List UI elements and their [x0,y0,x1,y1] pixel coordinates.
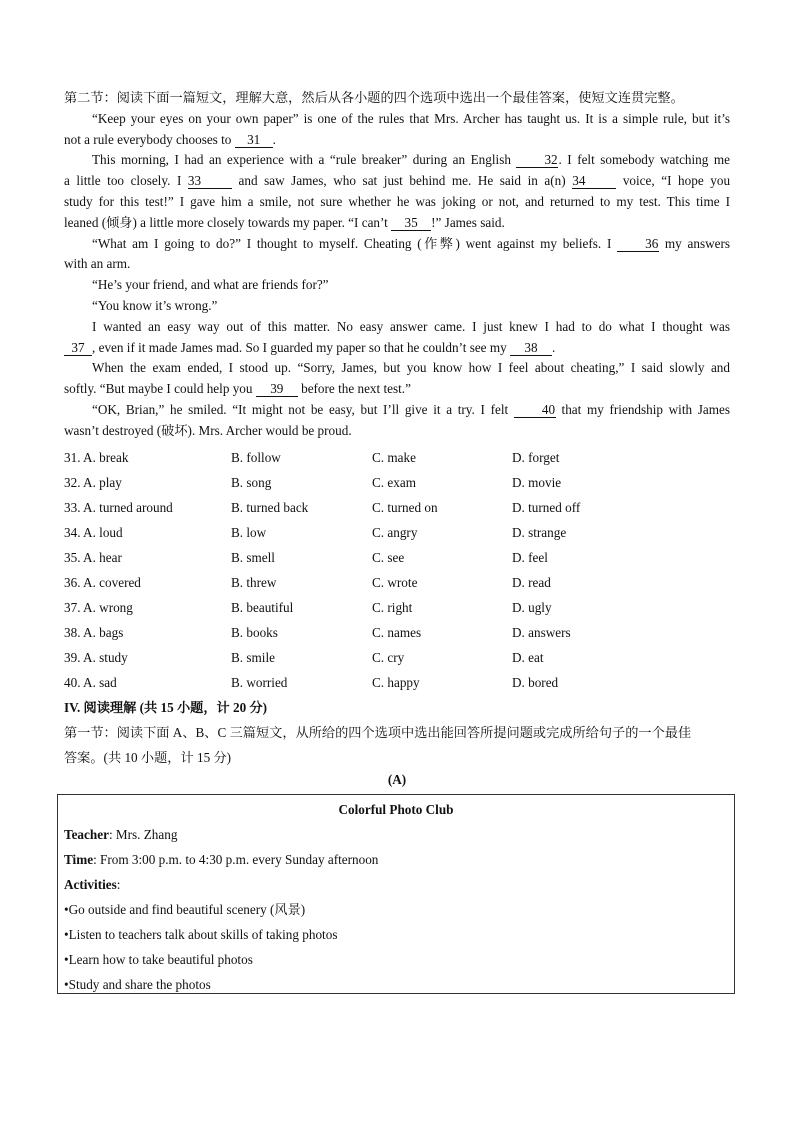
option-d[interactable]: D. eat [512,649,544,665]
option-row [64,595,730,620]
option-a[interactable]: 35. A. hear [64,549,122,565]
option-d[interactable]: D. bored [512,674,559,690]
option-d[interactable]: D. turned off [512,499,581,515]
activity-item: •Go outside and find beautiful scenery (风景) [64,902,306,917]
paragraph-line: This morning, I had an experience with a “rule breaker” during an English 32. I felt somebody watching me [92,152,730,168]
section-intro: 第二节：阅读下面一篇短文，理解大意，然后从各小题的四个选项中选出一个最佳答案，使短文连贯完整。 [64,90,684,105]
option-a[interactable]: 33. A. turned around [64,499,173,515]
option-a[interactable]: 36. A. covered [64,574,141,590]
option-c[interactable]: C. exam [372,474,416,490]
blank-40[interactable]: 40 [514,402,556,418]
option-a[interactable]: 40. A. sad [64,674,117,690]
option-c[interactable]: C. names [372,624,422,640]
option-b[interactable]: B. smell [231,549,275,565]
paragraph-line: softly. “But maybe I could help you 39 before the next test.” [64,381,411,397]
option-d[interactable]: D. forget [512,449,560,465]
blank-34[interactable]: 34 [572,173,616,189]
option-a[interactable]: 37. A. wrong [64,599,133,615]
blank-32[interactable]: 32 [516,152,558,168]
option-a[interactable]: 39. A. study [64,649,128,665]
paragraph-line: study for this test!” I gave him a smile, not sure whether he was joking or not, and returned to my test. This time I [64,193,730,209]
section-intro-line: 答案。(共 10 小题，计 15 分) [64,749,232,765]
option-b[interactable]: B. follow [231,449,281,465]
cloze-section [64,88,730,770]
option-row [64,670,730,695]
option-c[interactable]: C. cry [372,649,405,665]
paragraph-line: “What am I going to do?” I thought to myself. Cheating (作弊) went against my beliefs. I 36 my answers [92,235,730,251]
section-intro-line: 第一节：阅读下面 A、B、C 三篇短文，从所给的四个选项中选出能回答所提问题或完成所给句子的一个最佳 [64,724,692,740]
activity-item: •Listen to teachers talk about skills of taking photos [64,927,338,942]
blank-39[interactable]: 39 [256,381,298,397]
options-list [64,445,730,695]
option-b[interactable]: B. smile [231,649,275,665]
option-row [64,545,730,570]
option-row [64,570,730,595]
option-d[interactable]: D. movie [512,474,562,490]
option-a[interactable]: 34. A. loud [64,524,123,540]
option-row [64,445,730,470]
paragraph-line: “Keep your eyes on your own paper” is one of the rules that Mrs. Archer has taught us. It is a simple rule, but it’s [92,110,730,126]
paragraph-line: leaned (倾身) a little more closely towards my paper. “I can’t 35 !” James said. [64,214,505,230]
club-info-box [57,794,735,994]
option-row [64,645,730,670]
option-c[interactable]: C. angry [372,524,418,540]
time-row [64,847,728,872]
option-row [64,495,730,520]
teacher-label: Teacher [64,827,109,842]
paragraph-line: When the exam ended, I stood up. “Sorry, James, but you know how I feel about cheating,” I said slowly and [92,360,730,376]
option-b[interactable]: B. worried [231,674,288,690]
paragraph-line: with an arm. [64,256,131,272]
activity-item: •Study and share the photos [64,977,211,992]
option-row [64,470,730,495]
option-c[interactable]: C. make [372,449,416,465]
option-b[interactable]: B. beautiful [231,599,294,615]
paragraph-line: “He’s your friend, and what are friends for?” [92,277,329,293]
option-c[interactable]: C. right [372,599,413,615]
activity-item: •Learn how to take beautiful photos [64,952,253,967]
activities-row: Activities: [64,877,121,892]
option-d[interactable]: D. ugly [512,599,552,615]
blank-33[interactable]: 33 [188,173,232,189]
option-b[interactable]: B. low [231,524,267,540]
time-label: Time [64,852,94,867]
teacher-value: : Mrs. Zhang [108,827,178,842]
option-b[interactable]: B. song [231,474,272,490]
paragraph-line: I wanted an easy way out of this matter. No easy answer came. I just knew I had to do what I thought was [92,318,730,334]
option-a[interactable]: 31. A. break [64,449,129,465]
option-d[interactable]: D. strange [512,524,567,540]
paragraph-line: “OK, Brian,” he smiled. “It might not be easy, but I’ll give it a try. I felt 40 that my friendship with James [92,401,730,417]
teacher-row [64,822,728,847]
blank-31[interactable]: 31 [235,132,273,148]
option-d[interactable]: D. feel [512,549,548,565]
paragraph-line: “You know it’s wrong.” [92,297,218,313]
option-a[interactable]: 32. A. play [64,474,122,490]
blank-36[interactable]: 36 [617,236,659,252]
paragraph-line: 37 , even if it made James mad. So I guarded my paper so that he couldn’t see my 38 . [64,338,730,359]
passage-label: (A) [387,772,407,787]
option-a[interactable]: 38. A. bags [64,624,124,640]
option-d[interactable]: D. read [512,574,551,590]
time-value: : From 3:00 p.m. to 4:30 p.m. every Sunday afternoon [93,852,379,867]
paragraph-line: not a rule everybody chooses to 31 . [64,131,276,147]
paragraph-line: a little too closely. I 33 and saw James, who sat just behind me. He said in a(n) 34 voice, “I hope you [64,173,730,189]
blank-38[interactable]: 38 [510,340,552,356]
option-c[interactable]: C. wrote [372,574,418,590]
activities-label: Activities [64,877,117,892]
option-b[interactable]: B. threw [231,574,277,590]
option-b[interactable]: B. books [231,624,278,640]
option-c[interactable]: C. turned on [372,499,438,515]
option-c[interactable]: C. see [372,549,405,565]
option-row [64,620,730,645]
section-heading: IV. 阅读理解 (共 15 小题，计 20 分) [64,699,268,715]
paragraph-line: wasn’t destroyed (破坏). Mrs. Archer would be proud. [64,422,352,438]
option-b[interactable]: B. turned back [231,499,309,515]
blank-35[interactable]: 35 [391,215,431,231]
club-title: Colorful Photo Club [338,802,454,817]
option-row [64,520,730,545]
option-d[interactable]: D. answers [512,624,571,640]
blank-37[interactable]: 37 [64,340,92,356]
option-c[interactable]: C. happy [372,674,420,690]
